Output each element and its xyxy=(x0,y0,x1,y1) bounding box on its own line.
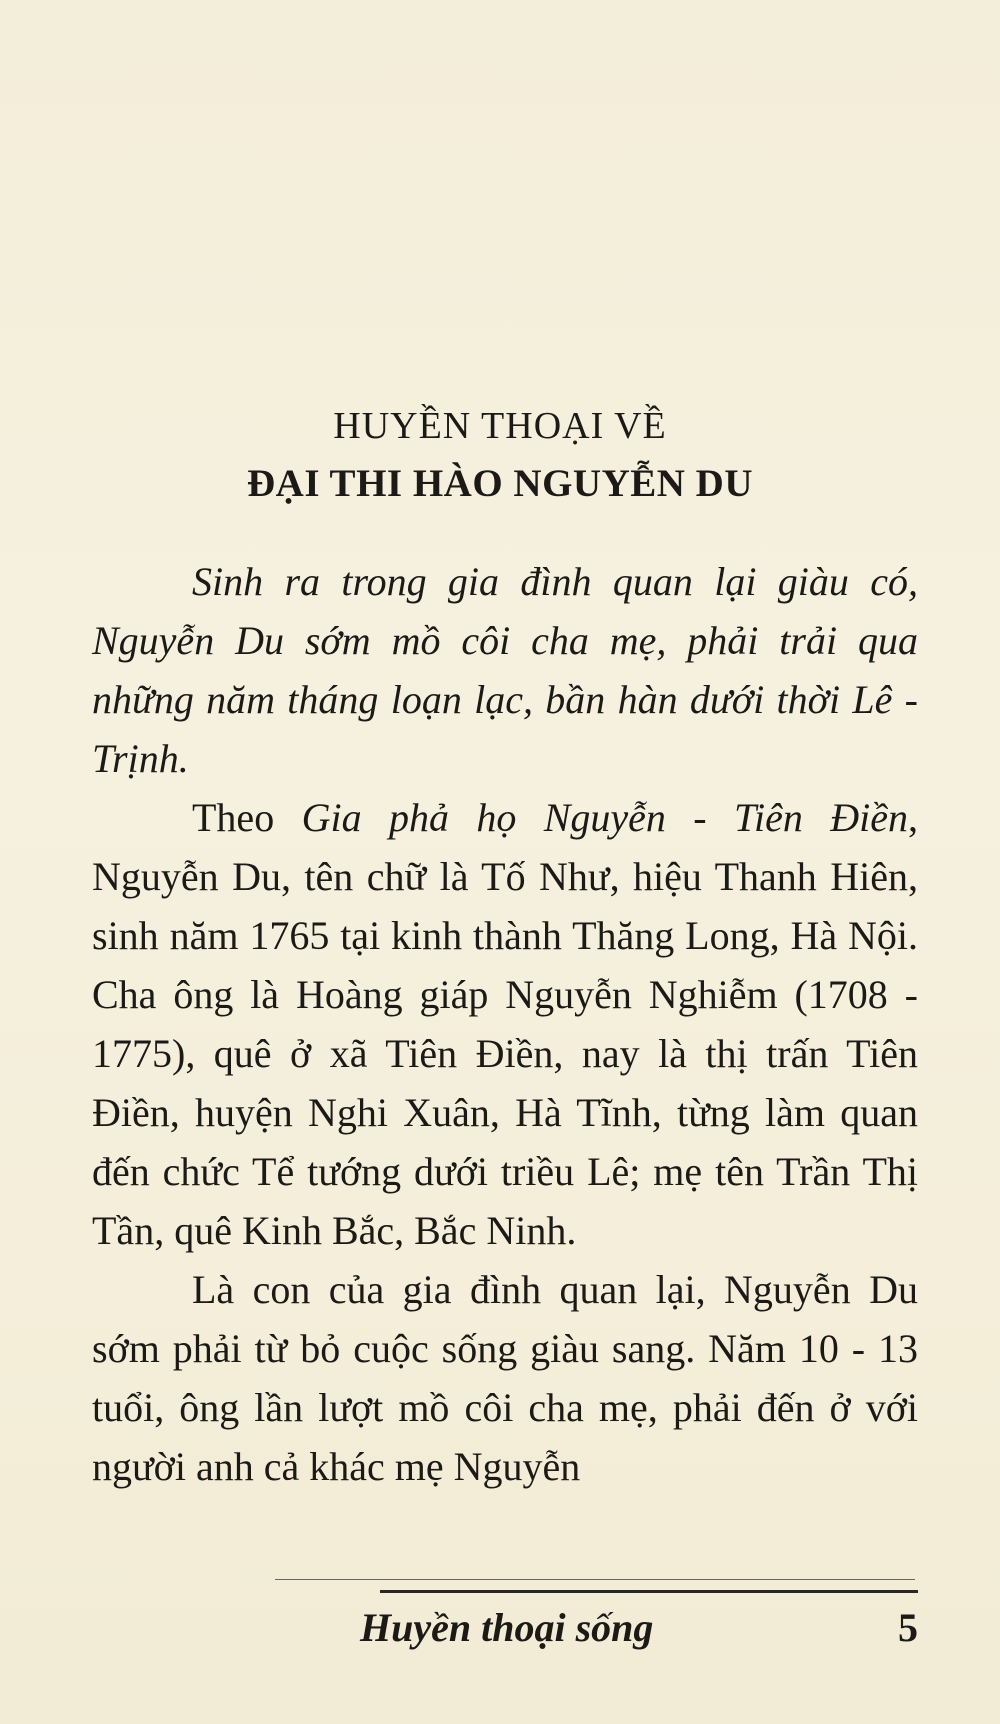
body-text xyxy=(92,552,918,1496)
page-number: 5 xyxy=(898,1605,918,1650)
footer-divider xyxy=(380,1590,918,1593)
chapter-heading-line2: ĐẠI THI HÀO NGUYỄN DU xyxy=(247,462,753,505)
paragraph-3: Là con của gia đình quan lại, Nguyễn Du sớm phải từ bỏ cuộc sống giàu sang. Năm 10 - 13 tuổi, ông lần lượt mồ côi cha mẹ, phải đến ở với người anh cả khác mẹ Nguyễn xyxy=(92,1267,918,1489)
paragraph-2-rest: , Nguyễn Du, tên chữ là Tố Như, hiệu Thanh Hiên, sinh năm 1765 tại kinh thành Thăng Long, Hà Nội. Cha ông là Hoàng giáp Nguyễn Nghiễm (1708 - 1775), quê ở xã Tiên Điền, nay là thị trấn Tiên Điền, huyện Nghi Xuân, Hà Tĩnh, từng làm quan đến chức Tể tướng dưới triều Lê; mẹ tên Trần Thị Tần, quê Kinh Bắc, Bắc Ninh. xyxy=(92,795,919,1253)
paragraph-2-source-title: Gia phả họ Nguyễn - Tiên Điền xyxy=(301,795,909,840)
paragraph-2-lead: Theo xyxy=(192,795,302,840)
paragraph-2 xyxy=(92,788,918,1260)
chapter-heading-line1: HUYỀN THOẠI VỀ xyxy=(333,405,667,447)
chapter-heading xyxy=(0,398,1000,514)
footer-book-title: Huyền thoại sống xyxy=(360,1605,654,1650)
intro-paragraph: Sinh ra trong gia đình quan lại giàu có, Nguyễn Du sớm mồ côi cha mẹ, phải trải qua những năm tháng loạn lạc, bần hàn dưới thời Lê - Trịnh. xyxy=(92,559,918,781)
footer-thin-divider xyxy=(275,1579,915,1580)
